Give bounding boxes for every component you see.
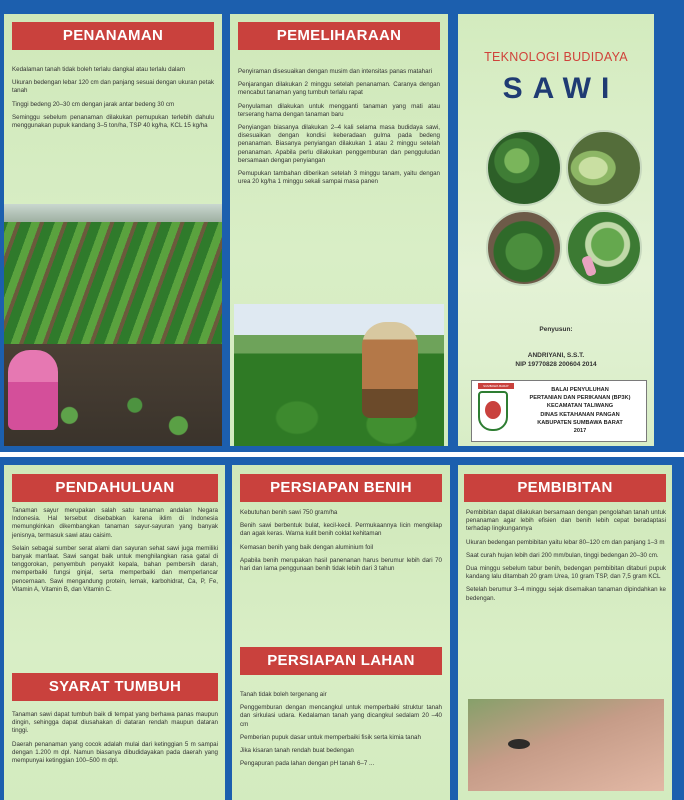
paragraph: Kebutuhan benih sawi 750 gram/ha: [240, 509, 338, 516]
paragraph: Pemberian pupuk dasar untuk memperbaiki fisik serta kimia tanah: [240, 733, 421, 741]
institution-line: KABUPATEN SUMBAWA BARAT: [537, 419, 623, 426]
panel-pendahuluan: [4, 465, 225, 800]
paragraph: Penyiangan biasanya dilakukan 2–4 kali selama masa budidaya sawi, disesuaikan dengan kondisi keberadaan gulma pada bedeng penanaman. Biasanya penyiangan dilakukan 1 atau 2 minggu setelah penanaman. Apabila perlu dilakukan penggemburan dan pengguludan bersamaan dengan penyiangan: [238, 124, 440, 164]
pembibitan-text: [466, 509, 666, 608]
cover-subtitle: TEKNOLOGI BUDIDAYA: [484, 50, 628, 64]
paragraph: Kemasan benih yang baik dengan aluminium foil: [240, 543, 374, 551]
photo-circle-4: [566, 210, 642, 286]
photo-transplanting: [4, 344, 222, 446]
heading-penanaman: PENANAMAN: [12, 22, 214, 50]
paragraph: Tanaman sayur merupakan salah satu tanaman andalan Negara Indonesia. Hal tersebut disebabkan karena iklim di Indonesia memungkinkan dikembangkan tanaman sayur-sayuran yang banyak jenisnya, termasuk sawi atau caisim.: [12, 507, 218, 539]
cover-title: SAWI: [502, 72, 620, 105]
institution-line: PERTANIAN DAN PERIKANAN (BP3K): [529, 395, 631, 402]
institution-text: [516, 386, 644, 435]
paragraph: Saat curah hujan lebih dari 200 mm/bulan, tinggi bedengan 20–30 cm.: [466, 551, 659, 559]
seeds: [508, 739, 530, 749]
paragraph: Tanah tidak boleh tergenang air: [240, 691, 327, 698]
heading-pendahuluan: PENDAHULUAN: [12, 474, 218, 502]
photo-mustard-field: [4, 204, 222, 354]
heading-persiapan-benih: PERSIAPAN BENIH: [240, 474, 442, 502]
paragraph: Penjarangan dilakukan 2 minggu setelah penanaman. Caranya dengan mencabut tanaman yang tumbuh terlalu rapat: [238, 81, 440, 97]
paragraph: Benih sawi berbentuk bulat, kecil-kecil. Permukaannya licin mengkilap dan agak keras. Warna kulit benih coklat kehitaman: [240, 522, 442, 538]
panel-persiapan: [232, 465, 450, 800]
farmer-figure: [8, 350, 58, 430]
benih-text: [240, 509, 442, 578]
farmer-figure: [362, 322, 418, 418]
photo-circle-1: [486, 130, 562, 206]
photo-circle-2: [566, 130, 642, 206]
paragraph: Daerah penanaman yang cocok adalah mulai dari ketinggian 5 m sampai dengan 1.200 m dpl. Namun biasanya dibudidayakan pada daerah yang mempunyai ketinggian 100–500 m dpl.: [12, 740, 218, 765]
institution-line: BALAI PENYULUHAN: [551, 387, 609, 393]
lahan-text: [240, 691, 442, 773]
panel-pemeliharaan: [230, 14, 448, 446]
paragraph: Ukuran bedengan lebar 120 cm dan panjang sesuai dengan ukuran petak tanah: [12, 79, 214, 95]
district-emblem-icon: [478, 391, 508, 431]
paragraph: Seminggu sebelum penanaman dilakukan pemupukan terlebih dahulu menggunakan pupuk kandang 3–5 ton/ha, TSP 40 kg/ha, KCL 15 kg/ha: [12, 113, 214, 130]
pemeliharaan-text: [238, 68, 440, 191]
panel-penanaman: [4, 14, 222, 446]
heading-pemeliharaan: PEMELIHARAAN: [238, 22, 440, 50]
heading-syarat-tumbuh: SYARAT TUMBUH: [12, 673, 218, 701]
author-nip: NIP 19770828 200604 2014: [515, 361, 597, 368]
photo-circle-3: [486, 210, 562, 286]
paragraph: Jika kisaran tanah rendah buat bedengan: [240, 747, 354, 755]
institution-line: DINAS KETAHANAN PANGAN: [540, 411, 620, 418]
institution-box: [471, 380, 647, 442]
author-name: ANDRIYANI, S.S.T.: [527, 352, 585, 359]
heading-persiapan-lahan: PERSIAPAN LAHAN: [240, 647, 442, 675]
institution-line: KECAMATAN TALIWANG: [546, 403, 614, 410]
paragraph: Selain sebagai sumber serat alami dan sayuran sehat sawi juga memiliki banyak manfaat. Sawi sangat baik untuk menghilangkan rasa gatal di tenggorokan, penyembuh penyakit kepala, bahan pembersih darah, memperbaiki fungsi ginjal, serta memperbaiki dan memperlancar pencernaan. Sawi mengandung protein, lemak, karbohidrat, Ca, P, Fe, Vitamin A, Vitamin B, dan Vitamin C.: [12, 544, 218, 593]
paragraph: Tinggi bedeng 20–30 cm dengan jarak antar bedeng 30 cm: [12, 100, 175, 108]
paragraph: Setelah berumur 3–4 minggu sejak disemaikan tanaman dipindahkan ke bedengan.: [466, 586, 666, 602]
paragraph: Tanaman sawi dapat tumbuh baik di tempat yang berhawa panas maupun dingin, sehingga dapat diusahakan di dataran rendah maupun dataran tinggi.: [12, 711, 218, 735]
author-label: Penyusun:: [539, 326, 573, 333]
institution-line: 2017: [573, 428, 587, 435]
paragraph: Dua minggu sebelum tabur benih, bedengan pembibitan ditaburi pupuk kandang lalu ditambah 20 gram Urea, 10 gram TSP, dan 7,5 gram KCL: [466, 565, 666, 581]
paragraph: Apabila benih merupakan hasil panenanan harus berumur lebih dari 70 hari dan lama penggunaan benih tidak lebih dari 3 tahun: [240, 556, 442, 573]
panel-pembibitan: [458, 465, 672, 800]
paragraph: Pembibitan dapat dilakukan bersamaan dengan pengolahan tanah untuk penanaman agar lebih efisien dan benih lebih cepat beradaptasi terhadap lingkungannya: [466, 509, 666, 533]
paragraph: Pemupukan tambahan diberikan setelah 3 minggu tanam, yaitu dengan urea 20 kg/ha 1 minggu sekali sampai masa panen: [238, 170, 440, 186]
photo-seeds-in-hand: [468, 699, 664, 791]
paragraph: Ukuran bedengan pembibitan yaitu lebar 80–120 cm dan panjang 1–3 m: [466, 538, 665, 546]
heading-pembibitan: PEMBIBITAN: [464, 474, 666, 502]
syarat-text: [12, 711, 218, 770]
emblem-text: SUMBAWA BARAT: [483, 384, 509, 388]
pendahuluan-text: [12, 507, 218, 599]
photo-farmer-field: [234, 304, 444, 446]
paragraph: Pengapuran pada lahan dengan pH tanah 6–7 ...: [240, 760, 375, 768]
paragraph: Penyiraman disesuaikan dengan musim dan intensitas panas matahari: [238, 68, 432, 75]
paragraph: Penyulaman dilakukan untuk mengganti tanaman yang mati atau terserang hama dengan tanaman baru: [238, 102, 440, 118]
paragraph: Kedalaman tanah tidak boleh terlalu dangkal atau terlalu dalam: [12, 66, 186, 73]
penanaman-text: [12, 66, 214, 135]
paragraph: Penggemburan dengan mencangkul untuk memperbaiki struktur tanah dan sirkulasi udara. Kedalaman tanah yang dicangkul sedalam 20 –40 cm: [240, 704, 442, 728]
